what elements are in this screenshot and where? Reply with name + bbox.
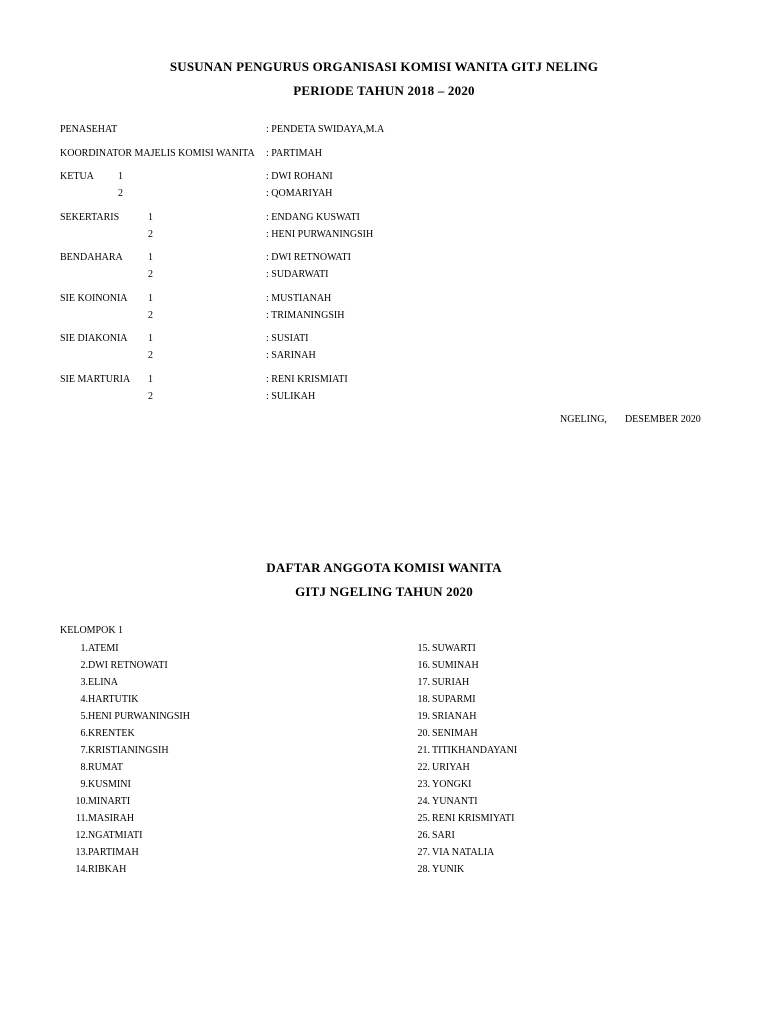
list-item <box>72 677 118 694</box>
role-label: PENASEHAT <box>60 124 118 135</box>
member-list-title: DAFTAR ANGGOTA KOMISI WANITA <box>266 560 502 575</box>
member-name: RIBKAH <box>88 864 127 875</box>
role-number: 2 <box>148 269 153 280</box>
role-label: KOORDINATOR MAJELIS KOMISI WANITA <box>60 148 255 159</box>
list-item <box>72 643 119 660</box>
member-name: SUWARTI <box>432 643 476 654</box>
member-name: VIA NATALIA <box>432 847 495 858</box>
member-name: MINARTI <box>88 796 131 807</box>
list-item <box>72 830 143 847</box>
member-name: KRISTIANINGSIH <box>88 745 169 756</box>
role-number: 2 <box>148 391 153 402</box>
role-value: : MUSTIANAH <box>266 293 332 304</box>
member-number: 12. <box>75 830 88 841</box>
member-number: 8. <box>80 762 88 773</box>
member-name: KUSMINI <box>88 779 131 790</box>
list-item <box>414 779 517 796</box>
list-item <box>414 796 517 813</box>
document-period: PERIODE TAHUN 2018 – 2020 <box>293 83 475 98</box>
member-number: 7. <box>80 745 88 756</box>
member-name: SRIANAH <box>432 711 477 722</box>
member-name: SURIAH <box>432 677 470 688</box>
member-name: YUNANTI <box>432 796 478 807</box>
list-item <box>414 711 517 728</box>
member-name: MASIRAH <box>88 813 135 824</box>
pengurus-row-diakonia-2 <box>0 350 768 364</box>
role-value: : ENDANG KUSWATI <box>266 212 360 223</box>
member-name: PARTIMAH <box>88 847 139 858</box>
member-number: 13. <box>75 847 88 858</box>
list-item <box>72 779 131 796</box>
role-number: 2 <box>148 310 153 321</box>
list-item <box>414 813 517 830</box>
member-number: 15. <box>417 643 430 654</box>
role-value: : HENI PURWANINGSIH <box>266 229 374 240</box>
member-name: SARI <box>432 830 455 841</box>
role-value: : SUDARWATI <box>266 269 329 280</box>
list-item <box>414 694 517 711</box>
list-item <box>72 660 168 677</box>
member-name: HARTUTIK <box>88 694 139 705</box>
role-number: 2 <box>118 188 123 199</box>
member-list-subtitle: GITJ NGELING TAHUN 2020 <box>295 584 473 599</box>
list-item <box>414 864 517 881</box>
pengurus-row-diakonia-1 <box>0 333 768 347</box>
member-name: SENIMAH <box>432 728 478 739</box>
role-number: 1 <box>148 252 153 263</box>
role-number: 1 <box>148 293 153 304</box>
list-item <box>414 677 517 694</box>
member-list-right <box>414 643 517 881</box>
member-number: 22. <box>417 762 430 773</box>
role-value: : RENI KRISMIATI <box>266 374 348 385</box>
member-name: KRENTEK <box>88 728 135 739</box>
pengurus-row-koinonia-2 <box>0 310 768 324</box>
role-label: BENDAHARA <box>60 252 123 263</box>
member-number: 9. <box>80 779 88 790</box>
list-item <box>72 694 139 711</box>
document-title: SUSUNAN PENGURUS ORGANISASI KOMISI WANITA GITJ NELING <box>169 59 599 74</box>
member-number: 10. <box>75 796 88 807</box>
member-name: YUNIK <box>432 864 465 875</box>
member-name: URIYAH <box>432 762 470 773</box>
role-number: 2 <box>148 229 153 240</box>
member-name: RUMAT <box>88 762 124 773</box>
member-number: 24. <box>417 796 430 807</box>
signature-month-year: DESEMBER 2020 <box>624 414 701 425</box>
pengurus-row-koordinator <box>0 148 768 162</box>
member-name: NGATMIATI <box>88 830 143 841</box>
member-name: RENI KRISMIYATI <box>432 813 515 824</box>
role-value: : PARTIMAH <box>266 148 322 159</box>
member-number: 2. <box>80 660 88 671</box>
member-name: HENI PURWANINGSIH <box>88 711 190 722</box>
pengurus-row-ketua-1 <box>0 171 768 185</box>
role-value: : SULIKAH <box>266 391 316 402</box>
member-name: DWI RETNOWATI <box>88 660 168 671</box>
member-number: 27. <box>417 847 430 858</box>
role-number: 1 <box>118 171 123 182</box>
role-label: SEKERTARIS <box>60 212 120 223</box>
list-item <box>414 745 517 762</box>
role-value: : DWI ROHANI <box>266 171 333 182</box>
member-number: 16. <box>417 660 430 671</box>
pengurus-row-bendahara-2 <box>0 269 768 283</box>
role-label: KETUA <box>60 171 94 182</box>
member-name: ATEMI <box>88 643 119 654</box>
list-item <box>72 796 131 813</box>
list-item <box>72 728 135 745</box>
member-number: 20. <box>417 728 430 739</box>
member-number: 3. <box>80 677 88 688</box>
role-number: 1 <box>148 374 153 385</box>
member-number: 25. <box>417 813 430 824</box>
signature-place: NGELING, <box>560 414 607 425</box>
member-name: YONGKI <box>432 779 472 790</box>
role-label: SIE KOINONIA <box>60 293 128 304</box>
role-number: 1 <box>148 333 153 344</box>
member-number: 19. <box>417 711 430 722</box>
member-number: 1. <box>80 643 88 654</box>
member-number: 23. <box>417 779 430 790</box>
pengurus-row-bendahara-1 <box>0 252 768 266</box>
list-item <box>72 745 169 762</box>
member-list-left <box>72 643 190 881</box>
member-number: 17. <box>417 677 430 688</box>
pengurus-row-ketua-2 <box>0 188 768 202</box>
member-number: 21. <box>417 745 430 756</box>
pengurus-row-koinonia-1 <box>0 293 768 307</box>
member-name: TITIKHANDAYANI <box>432 745 518 756</box>
member-number: 4. <box>80 694 88 705</box>
role-label: SIE MARTURIA <box>60 374 131 385</box>
pengurus-row-sekertaris-1 <box>0 212 768 226</box>
member-number: 11. <box>75 813 88 824</box>
role-value: : SUSIATI <box>266 333 309 344</box>
list-item <box>414 830 517 847</box>
list-item <box>72 813 135 830</box>
role-value: : TRIMANINGSIH <box>266 310 345 321</box>
member-name: SUPARMI <box>432 694 476 705</box>
member-number: 5. <box>80 711 88 722</box>
list-item <box>414 762 517 779</box>
member-number: 28. <box>417 864 430 875</box>
member-number: 14. <box>75 864 88 875</box>
pengurus-row-marturia-2 <box>0 391 768 405</box>
role-value: : DWI RETNOWATI <box>266 252 351 263</box>
role-value: : SARINAH <box>266 350 316 361</box>
member-number: 6. <box>80 728 88 739</box>
list-item <box>72 711 190 728</box>
member-name: ELINA <box>88 677 118 688</box>
signature-date <box>560 414 701 425</box>
list-item <box>414 643 517 660</box>
role-number: 1 <box>148 212 153 223</box>
list-item <box>72 762 124 779</box>
list-item <box>72 864 127 881</box>
member-number: 26. <box>417 830 430 841</box>
pengurus-row-marturia-1 <box>0 374 768 388</box>
member-number: 18. <box>417 694 430 705</box>
list-item <box>414 728 517 745</box>
role-label: SIE DIAKONIA <box>60 333 128 344</box>
list-item <box>414 847 517 864</box>
list-item <box>414 660 517 677</box>
group-label: KELOMPOK 1 <box>60 625 124 636</box>
role-value: : PENDETA SWIDAYA,M.A <box>266 124 385 135</box>
role-number: 2 <box>148 350 153 361</box>
list-item <box>72 847 139 864</box>
member-name: SUMINAH <box>432 660 479 671</box>
pengurus-row-penasehat <box>0 124 768 138</box>
pengurus-row-sekertaris-2 <box>0 229 768 243</box>
role-value: : QOMARIYAH <box>266 188 333 199</box>
